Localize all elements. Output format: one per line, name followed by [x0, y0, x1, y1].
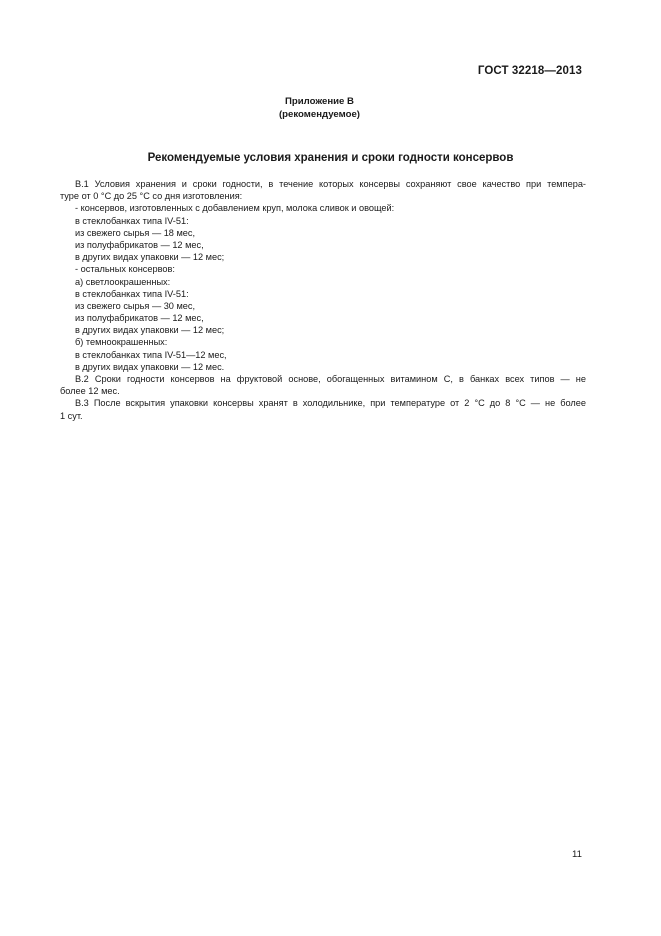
paragraph-b3-line1: В.3 После вскрытия упаковки консервы хранят в холодильнике, при температуре от 2 °С до 8 °С — не более — [75, 398, 586, 409]
paragraph-b2-line2: более 12 мес. — [60, 386, 120, 397]
list-item: в других видах упаковки — 12 мес. — [75, 361, 225, 372]
list-item: в стеклобанках типа IV-51: — [75, 215, 189, 226]
document-header-code: ГОСТ 32218—2013 — [477, 65, 582, 77]
list-item: из свежего сырья — 30 мес, — [75, 300, 196, 311]
paragraph-b1-line2: туре от 0 °С до 25 °С со дня изготовления: — [60, 191, 243, 202]
appendix-heading — [0, 95, 639, 121]
list-item: б) темноокрашенных: — [75, 337, 168, 348]
page-number: 11 — [572, 849, 582, 860]
body-text — [60, 178, 586, 422]
list-item: - остальных консервов: — [75, 264, 175, 275]
list-item: из полуфабрикатов — 12 мес, — [75, 313, 204, 324]
list-item: в других видах упаковки — 12 мес; — [75, 325, 225, 336]
list-item: из свежего сырья — 18 мес, — [75, 227, 196, 238]
paragraph-b1-line1: В.1 Условия хранения и сроки годности, в течение которых консервы сохраняют свое качество при темпера- — [75, 179, 586, 189]
list-item: в других видах упаковки — 12 мес; — [75, 252, 225, 263]
appendix-title: Приложение В — [285, 96, 354, 107]
list-item: из полуфабрикатов — 12 мес, — [75, 239, 204, 250]
list-item: в стеклобанках типа IV-51—12 мес, — [75, 349, 227, 360]
list-item: в стеклобанках типа IV-51: — [75, 288, 189, 299]
section-title: Рекомендуемые условия хранения и сроки годности консервов — [147, 152, 514, 164]
appendix-subtitle: (рекомендуемое) — [278, 109, 360, 120]
paragraph-b2-line1: В.2 Сроки годности консервов на фруктовой основе, обогащенных витамином С, в банках всех типов — не — [75, 374, 586, 384]
list-item: а) светлоокрашенных: — [75, 276, 171, 287]
list-item: - консервов, изготовленных с добавлением круп, молока сливок и овощей: — [75, 203, 395, 214]
paragraph-b3-line2: 1 сут. — [60, 410, 83, 421]
